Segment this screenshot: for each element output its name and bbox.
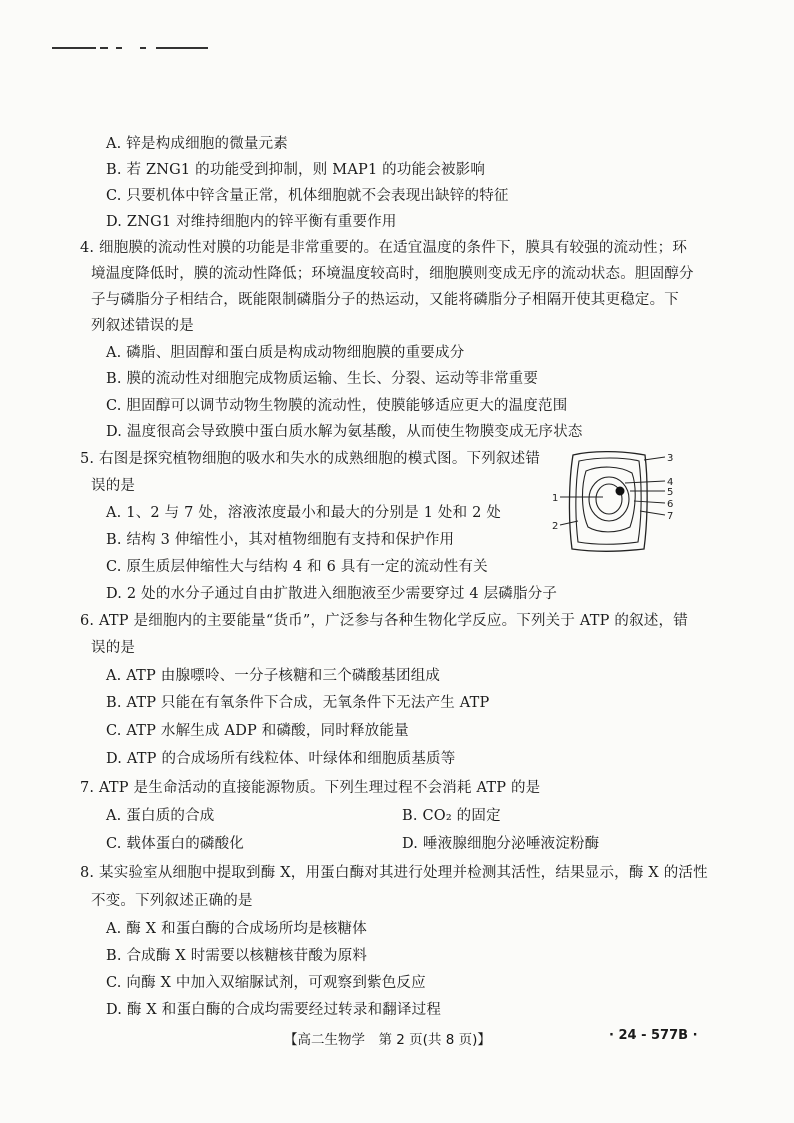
q5-option-c: C. 原生质层伸缩性大与结构 4 和 6 具有一定的流动性有关 <box>106 559 488 575</box>
q5-option-a: A. 1、2 与 7 处，溶液浓度最小和最大的分别是 1 处和 2 处 <box>106 505 502 521</box>
q4-option-d: D. 温度很高会导致膜中蛋白质水解为氨基酸，从而使生物膜变成无序状态 <box>106 424 583 440</box>
q4-stem-line: 4. 细胞膜的流动性对膜的功能是非常重要的。在适宜温度的条件下，膜具有较强的流动性；环 <box>80 240 688 256</box>
q8-option-c: C. 向酶 X 中加入双缩脲试剂，可观察到紫色反应 <box>106 975 426 991</box>
q8-option-b: B. 合成酶 X 时需要以核糖核苷酸为原料 <box>106 948 368 964</box>
q4-stem-line: 境温度降低时，膜的流动性降低；环境温度较高时，细胞膜则变成无序的流动状态。胆固醇分 <box>91 266 694 282</box>
q8-stem-line: 不变。下列叙述正确的是 <box>91 893 253 909</box>
q5-option-d: D. 2 处的水分子通过自由扩散进入细胞液至少需要穿过 4 层磷脂分子 <box>106 586 558 602</box>
figure-label: 2 <box>552 521 559 532</box>
q4-option-c: C. 胆固醇可以调节动物生物膜的流动性，使膜能够适应更大的温度范围 <box>106 398 568 414</box>
q6-option-c: C. ATP 水解生成 ADP 和磷酸，同时释放能量 <box>106 723 409 739</box>
q3-option-d: D. ZNG1 对维持细胞内的锌平衡有重要作用 <box>106 214 397 230</box>
q3-option-b: B. 若 ZNG1 的功能受到抑制，则 MAP1 的功能会被影响 <box>106 162 486 178</box>
figure-label: 7 <box>667 511 674 522</box>
q4-option-b: B. 膜的流动性对细胞完成物质运输、生长、分裂、运动等非常重要 <box>106 371 539 387</box>
nucleus <box>616 487 625 496</box>
q6-option-b: B. ATP 只能在有氧条件下合成，无氧条件下无法产生 ATP <box>106 695 490 711</box>
q7-option-c: C. 载体蛋白的磷酸化 <box>106 836 244 852</box>
q4-stem-line: 列叙述错误的是 <box>91 318 194 334</box>
q3-option-a: A. 锌是构成细胞的微量元素 <box>106 136 288 152</box>
page-footer: 【高二生物学 第 2 页(共 8 页)】 <box>284 1032 491 1048</box>
figure-label: 5 <box>667 487 674 498</box>
q7-option-a: A. 蛋白质的合成 <box>106 808 215 824</box>
q5-stem-line: 5. 右图是探究植物细胞的吸水和失水的成熟细胞的模式图。下列叙述错 <box>80 451 541 467</box>
q8-option-a: A. 酶 X 和蛋白酶的合成场所均是核糖体 <box>106 921 367 937</box>
q7-option-b: B. CO₂ 的固定 <box>402 808 501 824</box>
q4-stem-line: 子与磷脂分子相结合，既能限制磷脂分子的热运动，又能将磷脂分子相隔开使其更稳定。下 <box>91 292 679 308</box>
figure-label: 6 <box>667 499 674 510</box>
q5-option-b: B. 结构 3 伸缩性小，其对植物细胞有支持和保护作用 <box>106 532 455 548</box>
q8-option-d: D. 酶 X 和蛋白酶的合成均需要经过转录和翻译过程 <box>106 1002 442 1018</box>
plant-cell-figure <box>548 449 678 554</box>
figure-label: 1 <box>552 493 559 504</box>
q7-option-d: D. 唾液腺细胞分泌唾液淀粉酶 <box>402 836 600 852</box>
q7-stem-line: 7. ATP 是生命活动的直接能源物质。下列生理过程不会消耗 ATP 的是 <box>80 780 541 796</box>
q8-stem-line: 8. 某实验室从细胞中提取到酶 X，用蛋白酶对其进行处理并检测其活性，结果显示，酶 X 的活性 <box>80 865 708 881</box>
q6-option-d: D. ATP 的合成场所有线粒体、叶绿体和细胞质基质等 <box>106 751 456 767</box>
q3-option-c: C. 只要机体中锌含量正常，机体细胞就不会表现出缺锌的特征 <box>106 188 509 204</box>
q4-option-a: A. 磷脂、胆固醇和蛋白质是构成动物细胞膜的重要成分 <box>106 345 465 361</box>
plant-cell-diagram <box>548 449 678 554</box>
q5-stem-line: 误的是 <box>91 478 136 494</box>
q6-stem-line: 误的是 <box>91 640 136 656</box>
figure-label: 4 <box>667 477 674 488</box>
q6-option-a: A. ATP 由腺嘌呤、一分子核糖和三个磷酸基团组成 <box>106 668 441 684</box>
figure-label: 3 <box>667 453 674 464</box>
paper-code: · 24 - 577B · <box>609 1028 698 1043</box>
q6-stem-line: 6. ATP 是细胞内的主要能量“货币”，广泛参与各种生物化学反应。下列关于 ATP 的叙述，错 <box>80 613 688 629</box>
